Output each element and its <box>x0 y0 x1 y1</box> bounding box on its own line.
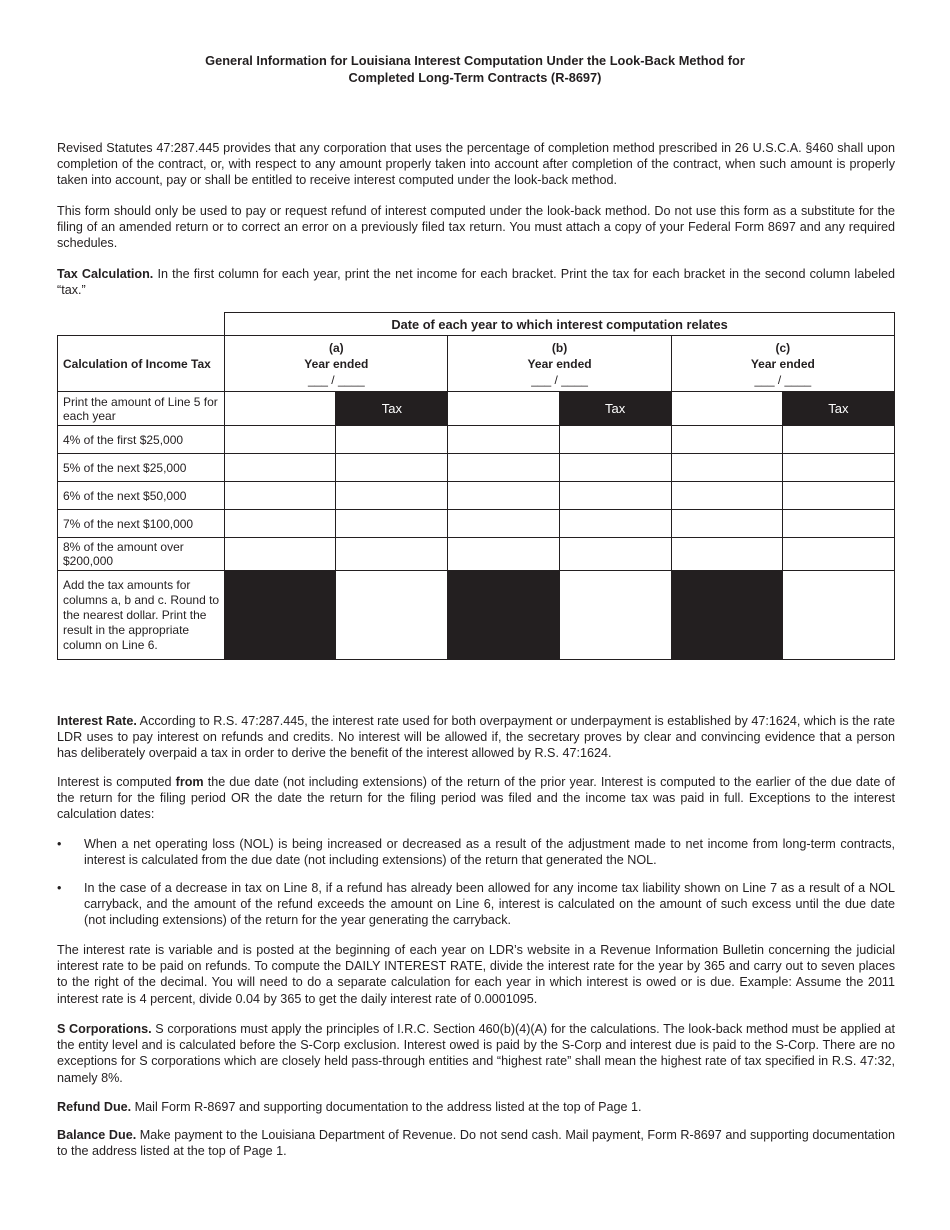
input-cell[interactable] <box>671 392 782 426</box>
usage-paragraph: This form should only be used to pay or request refund of interest computed under the look-back method. Do not use this form as a substitute for the filing of an amended return or to correct an error on a previously filed tax return. You must attach a copy of your Federal Form 8697 and any required schedules. <box>57 204 895 251</box>
column-b-header: (b) Year ended ___ / ____ <box>448 336 671 392</box>
row-label: 4% of the first $25,000 <box>58 426 225 454</box>
input-cell[interactable] <box>671 538 782 571</box>
section-label: Balance Due. <box>57 1128 137 1142</box>
tax-calculation-paragraph <box>57 266 895 298</box>
row-label: 7% of the next $100,000 <box>58 510 225 538</box>
list-item: • When a net operating loss (NOL) is being increased or decreased as a result of the adjustment made to net income from long-term contracts, interest is calculated from the due date (not including extensions) of the return that generated the NOL. <box>57 837 895 868</box>
input-cell[interactable] <box>782 510 894 538</box>
row-label: 5% of the next $25,000 <box>58 454 225 482</box>
date-field[interactable]: ___ / ____ <box>307 372 365 387</box>
balance-due-paragraph <box>57 1127 895 1159</box>
title-line-2: Completed Long-Term Contracts (R-8697) <box>348 70 602 85</box>
shaded-cell <box>225 571 336 660</box>
input-cell[interactable] <box>782 571 894 660</box>
input-cell[interactable] <box>671 510 782 538</box>
input-cell[interactable] <box>559 571 671 660</box>
input-cell[interactable] <box>225 510 336 538</box>
date-field[interactable]: ___ / ____ <box>531 372 588 387</box>
section-label: Interest Rate. <box>57 714 137 728</box>
input-cell[interactable] <box>782 538 894 571</box>
interest-rate-paragraph <box>57 713 895 762</box>
tax-header: Tax <box>782 392 894 426</box>
table-row <box>58 392 895 426</box>
input-cell[interactable] <box>671 454 782 482</box>
input-cell[interactable] <box>559 454 671 482</box>
list-item: • In the case of a decrease in tax on Line 8, if a refund has already been allowed for any income tax liability shown on Line 7 as a result of a NOL carryback, and the amount of the refund exceeds the amount on Line 6, interest is calculated on the amount of such excess until the due date (not including extensions) of the return for the year generating the carryback. <box>57 881 895 928</box>
row-label: Add the tax amounts for columns a, b and c. Round to the nearest dollar. Print the result in the appropriate column on Line 6. <box>58 571 225 660</box>
tax-calculation-table <box>57 312 895 660</box>
table-row <box>58 426 895 454</box>
input-cell[interactable] <box>448 510 559 538</box>
section-label: Tax Calculation. <box>57 267 154 281</box>
section-label: Refund Due. <box>57 1100 132 1114</box>
section-text: Make payment to the Louisiana Department of Revenue. Do not send cash. Mail payment, Form R-8697 and supporting documentation to the address listed at the top of Page 1. <box>57 1128 895 1159</box>
column-a-header: (a) Year ended ___ / ____ <box>225 336 448 392</box>
shaded-cell <box>671 571 782 660</box>
row-label: Print the amount of Line 5 for each year <box>58 392 225 426</box>
s-corporations-paragraph <box>57 1021 895 1086</box>
input-cell[interactable] <box>336 510 448 538</box>
table-row <box>58 571 895 660</box>
section-text: Mail Form R-8697 and supporting documentation to the address listed at the top of Page 1. <box>131 1100 642 1114</box>
input-cell[interactable] <box>448 482 559 510</box>
tax-header: Tax <box>336 392 448 426</box>
input-cell[interactable] <box>225 482 336 510</box>
input-cell[interactable] <box>225 538 336 571</box>
bullet-icon: • <box>57 837 62 851</box>
section-text: S corporations must apply the principles of I.R.C. Section 460(b)(4)(A) for the calculations. The look-back method must be applied at the entity level and is calculated before the S-Corp exclusion. Interest owed is paid by the S-Corp and interest due is paid to the S-Corp. There are no exceptions for S corporations which are closely held pass-through entities and “highest rate” shall mean the highest rate of tax specified in R.S. 47:32, namely 8%. <box>57 1022 895 1085</box>
table-row <box>58 482 895 510</box>
section-label: S Corporations. <box>57 1022 152 1036</box>
group-header: Date of each year to which interest computation relates <box>225 313 895 336</box>
input-cell[interactable] <box>336 426 448 454</box>
input-cell[interactable] <box>448 454 559 482</box>
column-c-header: (c) Year ended ___ / ____ <box>671 336 894 392</box>
input-cell[interactable] <box>448 426 559 454</box>
input-cell[interactable] <box>225 392 336 426</box>
input-cell[interactable] <box>225 426 336 454</box>
input-cell[interactable] <box>336 482 448 510</box>
input-cell[interactable] <box>559 538 671 571</box>
date-field[interactable]: ___ / ____ <box>754 372 812 387</box>
row-label: 6% of the next $50,000 <box>58 482 225 510</box>
input-cell[interactable] <box>782 454 894 482</box>
input-cell[interactable] <box>782 482 894 510</box>
bullet-icon: • <box>57 881 62 895</box>
input-cell[interactable] <box>559 426 671 454</box>
section-text: In the first column for each year, print the net income for each bracket. Print the tax for each bracket in the second column labeled “tax.” <box>57 267 896 298</box>
variable-rate-paragraph: The interest rate is variable and is posted at the beginning of each year on LDR’s website in a Revenue Information Bulletin concerning the judicial interest rate to be paid on refunds. To compute the DAILY INTEREST RATE, divide the interest rate for the year by 365 and carry out to seven places to the right of the decimal. You will need to do a separate calculation for each year in which interest is owed or is due. Example: Assume the 2011 interest rate is 4 percent, divide 0.04 by 365 to get the daily interest rate of 0.0001095. <box>57 943 895 1006</box>
tax-header: Tax <box>559 392 671 426</box>
input-cell[interactable] <box>336 571 448 660</box>
table-row <box>58 454 895 482</box>
shaded-cell <box>448 571 559 660</box>
row-label: 8% of the amount over $200,000 <box>58 538 225 571</box>
interest-computed-paragraph: Interest is computed from the due date (not including extensions) of the return of the prior year. Interest is computed to the earlier of the due date of the return for the filing period OR the date the return for the filing period was filed and the income tax was paid in full. Exceptions to the interest calculation dates: <box>57 775 895 822</box>
input-cell[interactable] <box>671 482 782 510</box>
input-cell[interactable] <box>559 482 671 510</box>
input-cell[interactable] <box>559 510 671 538</box>
row-header: Calculation of Income Tax <box>58 336 225 392</box>
input-cell[interactable] <box>448 538 559 571</box>
input-cell[interactable] <box>225 454 336 482</box>
input-cell[interactable] <box>671 426 782 454</box>
input-cell[interactable] <box>782 426 894 454</box>
table-row <box>58 538 895 571</box>
table-row <box>58 510 895 538</box>
input-cell[interactable] <box>336 538 448 571</box>
intro-paragraph: Revised Statutes 47:287.445 provides that any corporation that uses the percentage of completion method prescribed in 26 U.S.C.A. §460 shall upon completion of the contract, or, with respect to any amount properly taken into account after completion of the contract, when such amount is properly taken into account, pay or shall be entitled to receive interest computed under the look-back method. <box>57 141 895 188</box>
page-title <box>0 52 950 86</box>
title-line-1: General Information for Louisiana Interest Computation Under the Look-Back Method for <box>205 53 745 68</box>
input-cell[interactable] <box>336 454 448 482</box>
input-cell[interactable] <box>448 392 559 426</box>
section-text: According to R.S. 47:287.445, the interest rate used for both overpayment or underpayment is established by 47:1624, which is the rate LDR uses to pay interest on refunds and credits. No interest will be allowed if, the secretary proves by clear and convincing evidence that a person has deliberately overpaid a tax in order to derive the benefit of the interest allowed by R.S. 47:1624. <box>57 714 895 761</box>
refund-due-paragraph <box>57 1099 895 1115</box>
